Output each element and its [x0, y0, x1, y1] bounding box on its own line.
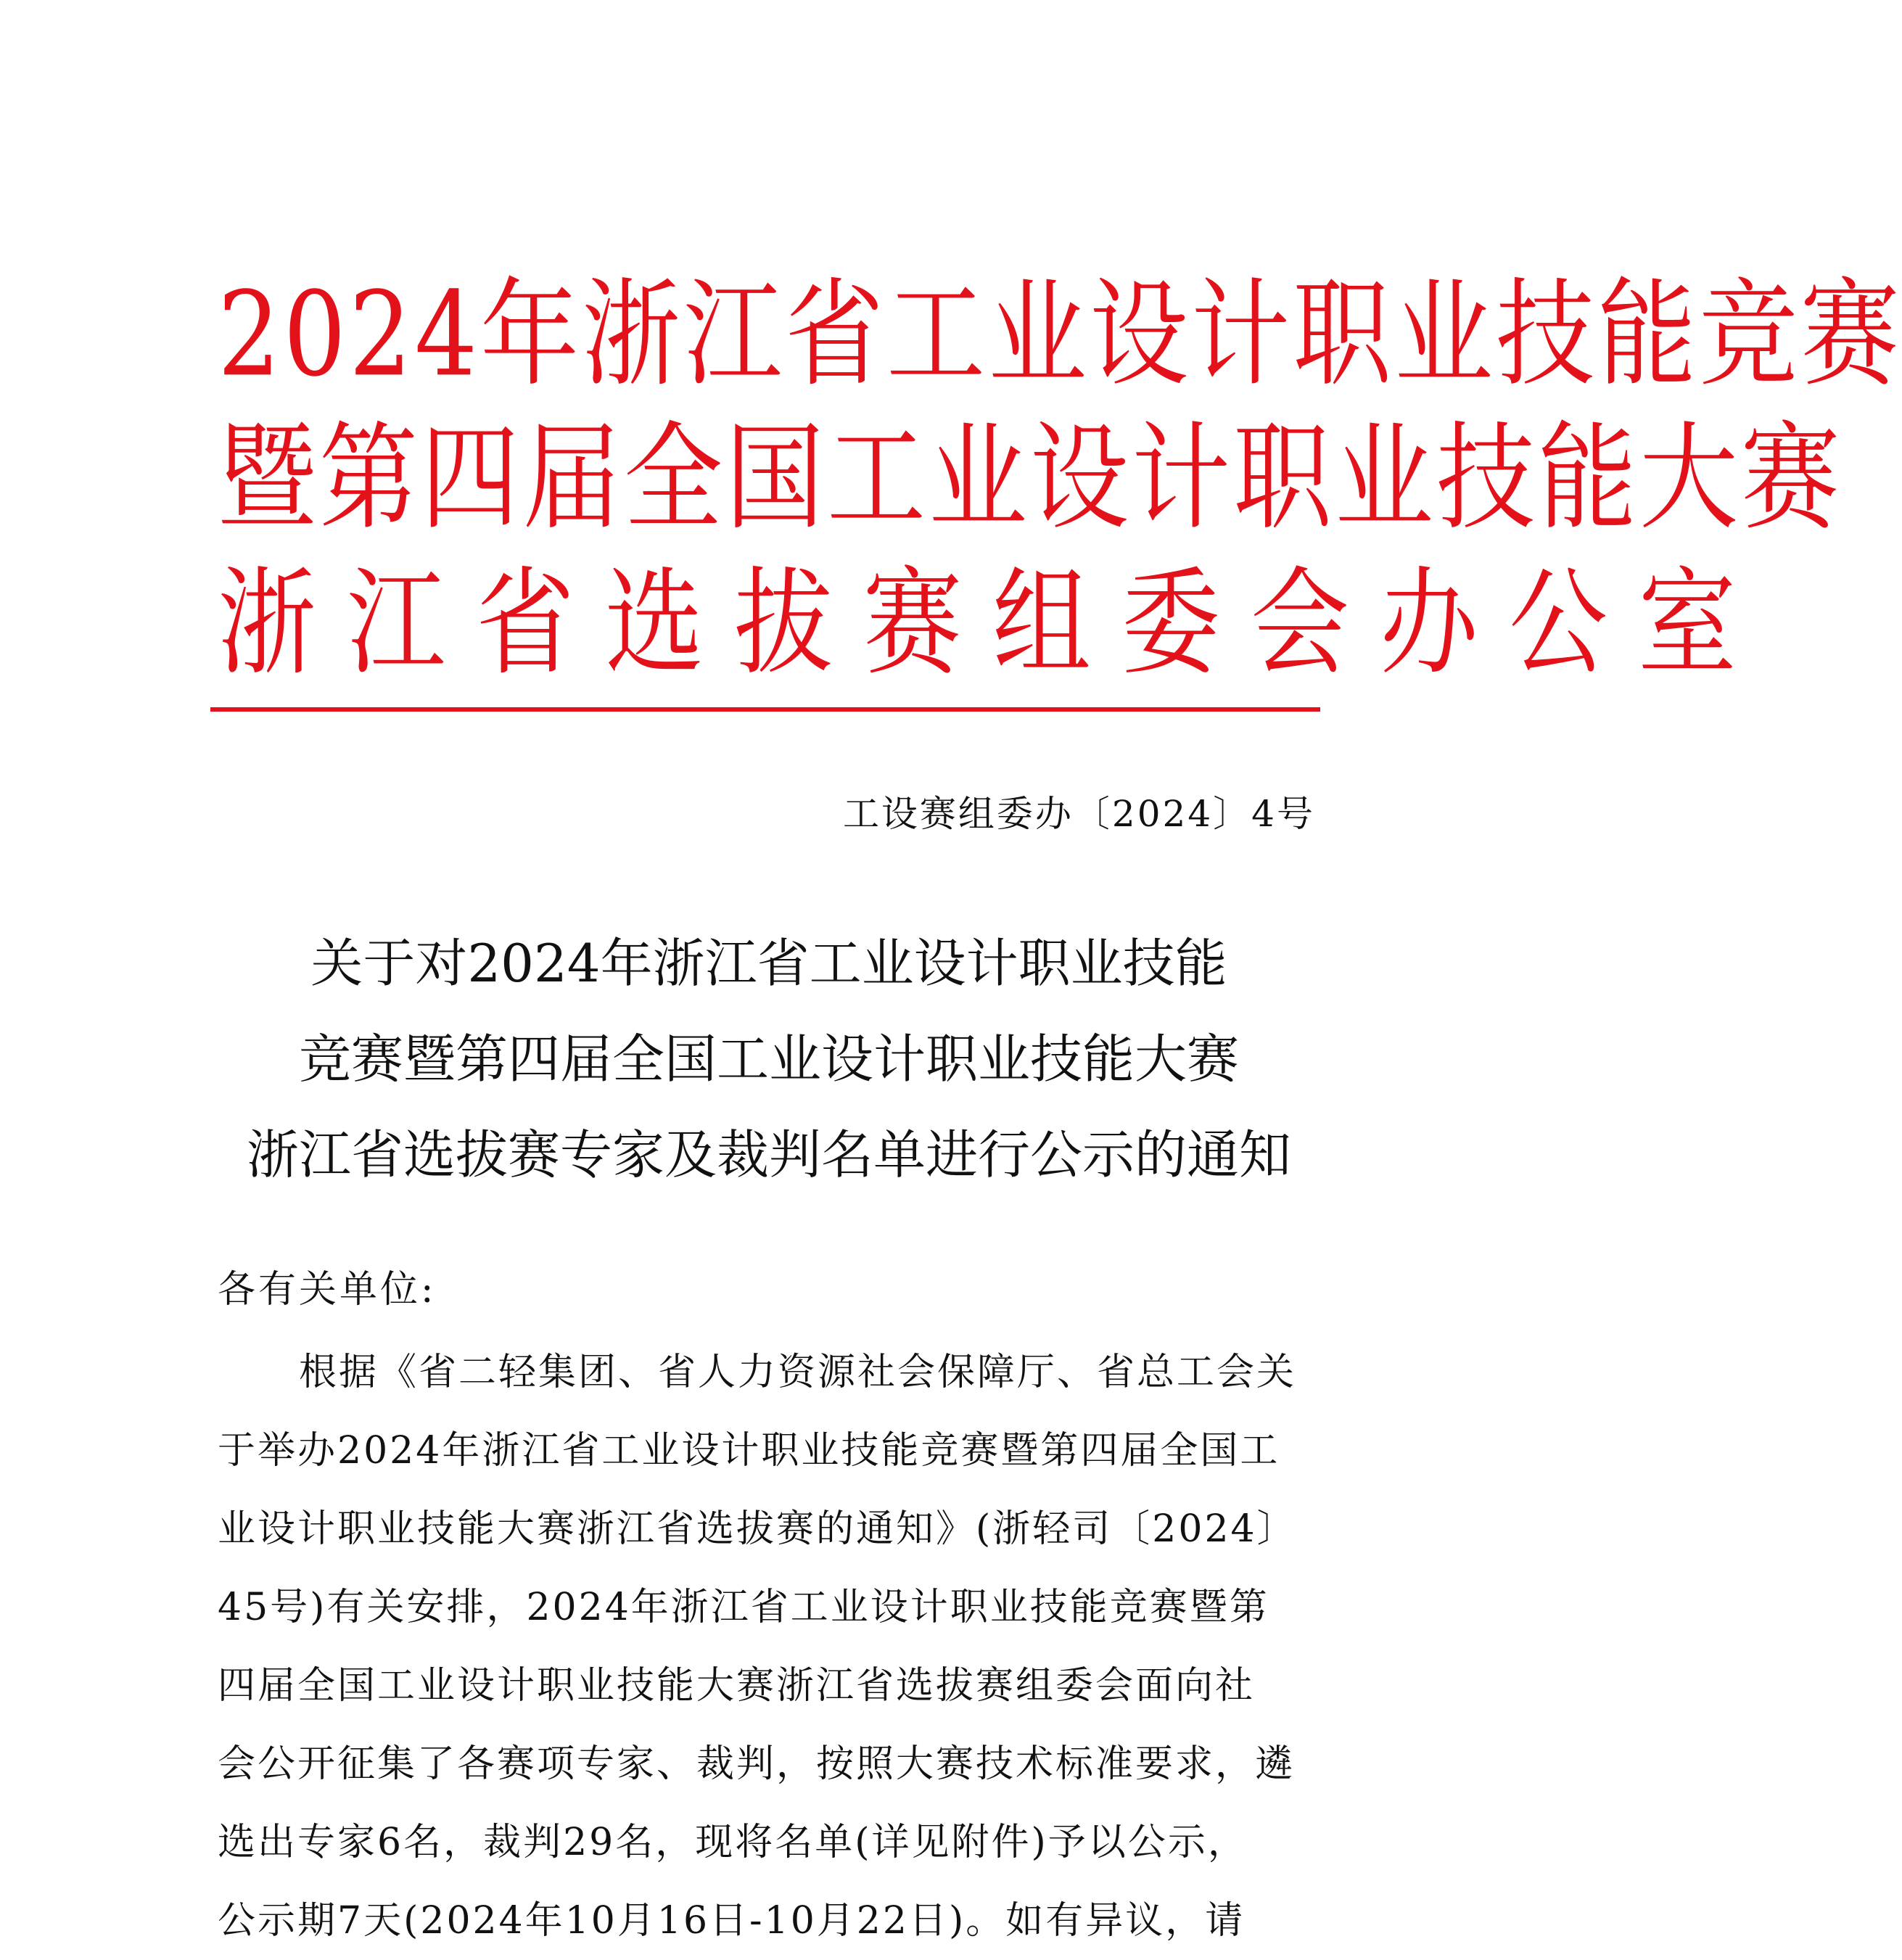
document-title-line-2: 竞赛暨第四届全国工业设计职业技能大赛	[298, 1029, 1239, 1090]
header-title-line-1: 2024年浙江省工业设计职业技能竞赛	[218, 267, 1902, 403]
header-title-line-2: 暨第四届全国工业设计职业技能大赛	[218, 411, 1843, 547]
body-line-2: 于举办2024年浙江省工业设计职业技能竞赛暨第四届全国工	[218, 1429, 1280, 1473]
header-line-2	[218, 398, 1843, 547]
document-title-line-1: 关于对2024年浙江省工业设计职业技能	[310, 933, 1227, 994]
document-title	[218, 915, 1320, 1203]
red-divider-line	[210, 707, 1320, 712]
body-line-6: 会公开征集了各赛项专家、裁判，按照大赛技术标准要求，遴	[218, 1742, 1296, 1786]
header-line-1	[218, 254, 1902, 403]
header-title-line-3: 浙江省选拔赛组委会办公室	[218, 556, 1767, 692]
body-line-4: 45号)有关安排，2024年浙江省工业设计职业技能竞赛暨第	[218, 1586, 1269, 1629]
document-number: 工设赛组委办〔2024〕4号	[842, 793, 1315, 835]
document-title-line-3: 浙江省选拔赛专家及裁判名单进行公示的通知	[246, 1124, 1291, 1185]
body-line-3: 业设计职业技能大赛浙江省选拔赛的通知》(浙轻司〔2024〕	[218, 1507, 1297, 1551]
body-line-1: 根据《省二轻集团、省人力资源社会保障厅、省总工会关	[299, 1351, 1297, 1394]
body-line-7: 选出专家6名，裁判29名，现将名单(详见附件)予以公示，	[218, 1821, 1248, 1864]
body-line-5: 四届全国工业设计职业技能大赛浙江省选拔赛组委会面向社	[218, 1664, 1256, 1708]
salutation: 各有关单位:	[218, 1268, 437, 1312]
body-paragraph	[218, 1333, 1320, 1960]
body-line-8: 公示期7天(2024年10月16日-10月22日)。如有异议，请	[218, 1899, 1246, 1943]
header-line-3	[218, 543, 1767, 692]
